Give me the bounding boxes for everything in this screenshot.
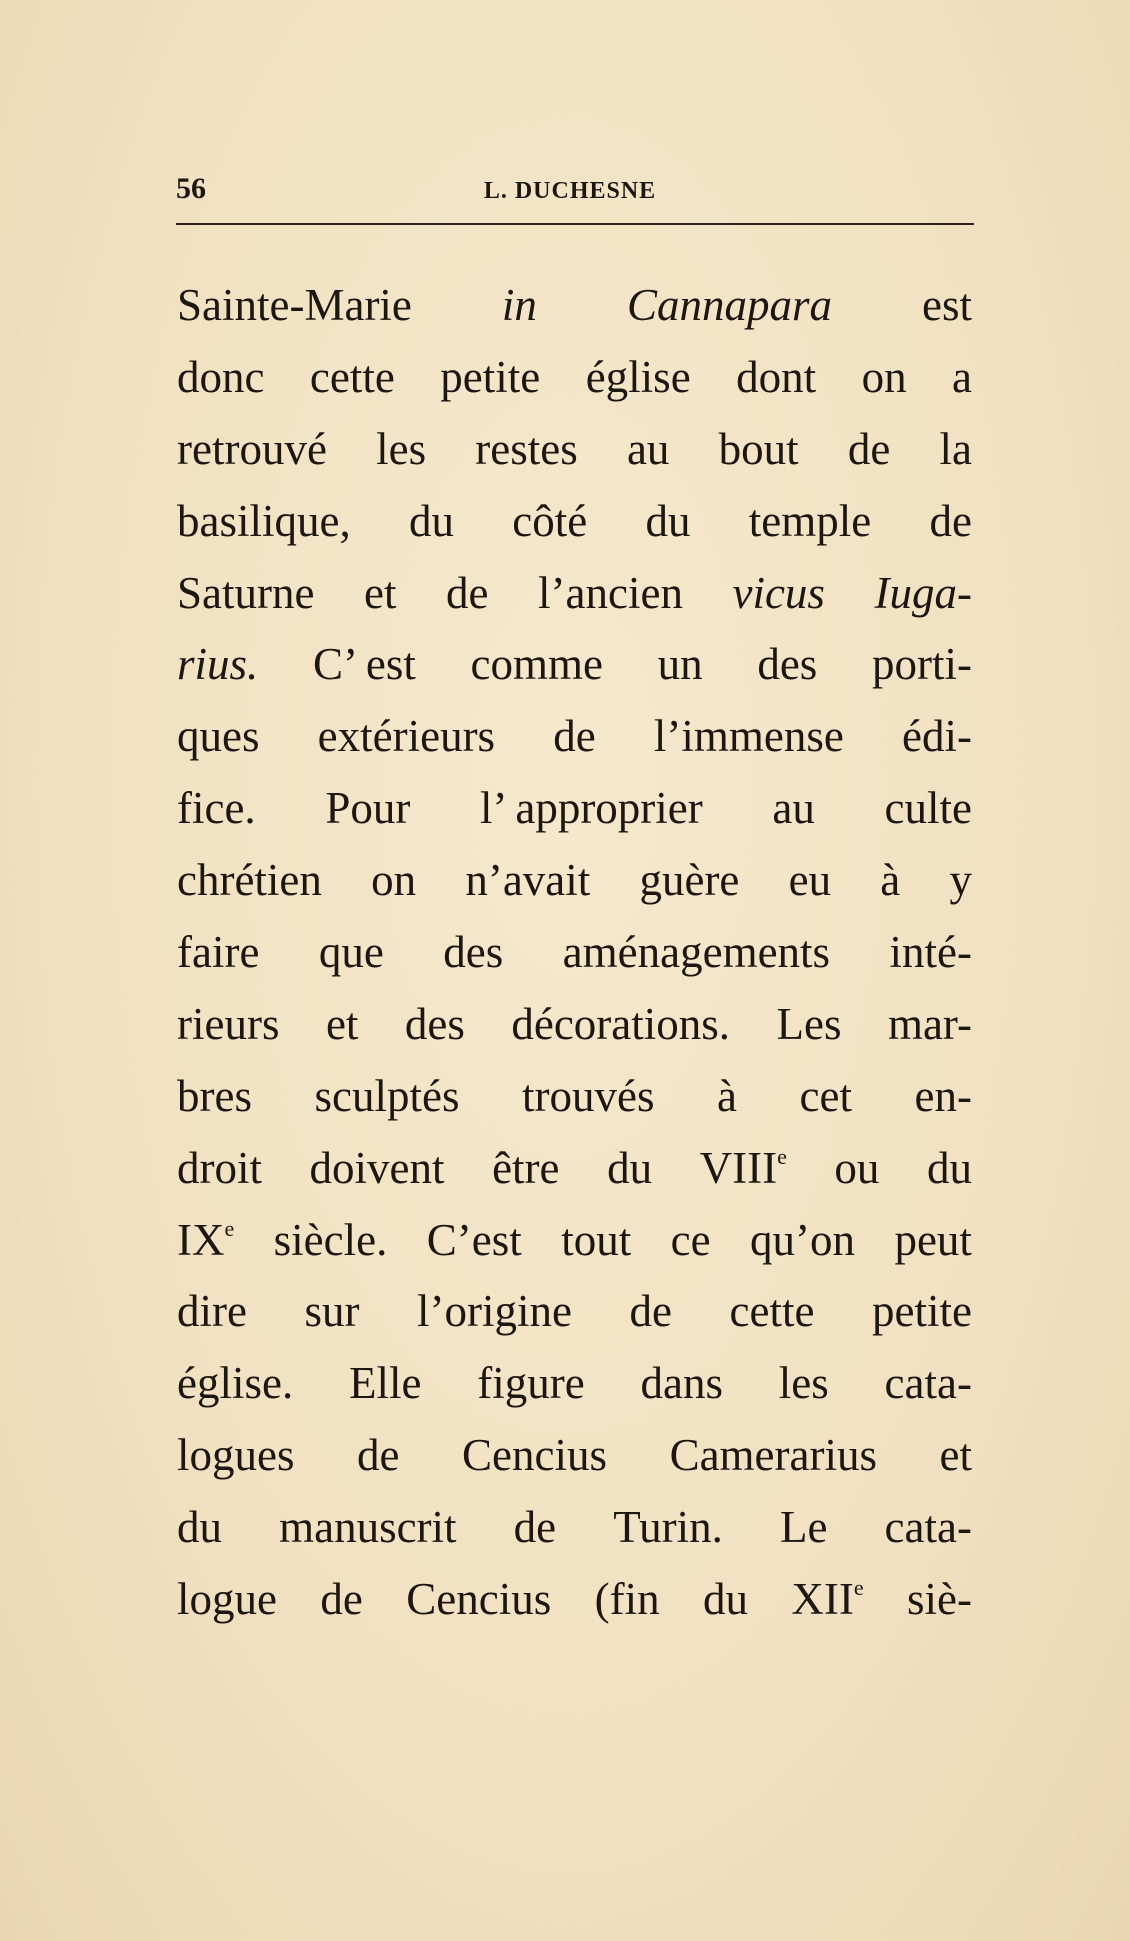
word — [465, 845, 590, 917]
word — [671, 1205, 711, 1277]
word-text: vicus — [732, 567, 825, 618]
word — [371, 845, 416, 917]
word-text: de — [553, 711, 596, 762]
word — [800, 1061, 852, 1133]
word-text: sur — [304, 1286, 360, 1337]
word-text: figure — [477, 1358, 585, 1409]
word-text: de — [446, 567, 489, 618]
word-text: VIII — [699, 1142, 778, 1193]
word — [177, 1420, 295, 1492]
word — [929, 486, 971, 558]
word-text: côté — [512, 495, 588, 546]
word-text: trouvés — [522, 1070, 655, 1121]
word-text: doivent — [309, 1142, 445, 1193]
text-line — [177, 989, 972, 1061]
word-text: l’origine — [417, 1286, 572, 1337]
word — [177, 1276, 247, 1348]
word-text: dire — [177, 1286, 247, 1337]
word — [279, 1492, 456, 1564]
word-text: en- — [914, 1070, 972, 1121]
word — [563, 917, 830, 989]
word-text: rieurs — [177, 998, 280, 1049]
word-text: cet — [799, 1070, 852, 1121]
word-text: et — [364, 567, 397, 618]
word-text: manuscrit — [279, 1502, 457, 1553]
text-line — [177, 1564, 972, 1636]
word — [502, 270, 537, 342]
text-line — [177, 1133, 972, 1205]
word-text: ou — [834, 1142, 880, 1193]
word — [538, 558, 683, 630]
word-text: du — [645, 495, 691, 546]
text-line — [177, 486, 972, 558]
word — [177, 1564, 277, 1636]
word-text: logue — [177, 1574, 277, 1625]
word — [703, 1564, 748, 1636]
word — [313, 629, 416, 701]
word-text: Cannapara — [626, 280, 832, 330]
word — [511, 989, 730, 1061]
word — [757, 629, 817, 701]
word — [586, 342, 691, 414]
word — [750, 1205, 855, 1277]
word-text: XII — [791, 1574, 854, 1625]
word — [952, 342, 972, 414]
word — [177, 1133, 262, 1205]
word — [595, 1564, 660, 1636]
word-text: Camerarius — [669, 1430, 877, 1481]
word — [940, 414, 972, 486]
word-text: petite — [872, 1286, 972, 1337]
word-text: cata- — [884, 1502, 972, 1553]
word-text: des — [443, 927, 504, 978]
word-text: de — [513, 1502, 557, 1553]
word-text: n’avait — [465, 855, 591, 906]
word — [736, 342, 816, 414]
text-line — [177, 1492, 972, 1564]
word — [848, 414, 890, 486]
word-text: Iuga- — [874, 567, 972, 618]
word — [177, 1061, 252, 1133]
word — [885, 773, 972, 845]
word-text: être — [492, 1142, 560, 1193]
word — [177, 917, 259, 989]
text-line — [177, 701, 972, 773]
word-text: Sainte-Marie — [177, 280, 412, 330]
word — [880, 845, 900, 917]
word-text: Elle — [349, 1358, 422, 1409]
text-line — [177, 270, 972, 342]
word-text: on — [371, 855, 417, 906]
word-text: guère — [639, 855, 740, 906]
word — [349, 1348, 421, 1420]
word — [376, 414, 426, 486]
word — [305, 1276, 360, 1348]
word-text: de — [929, 495, 972, 546]
word — [791, 1564, 863, 1636]
word — [405, 989, 465, 1061]
word-text: dont — [736, 351, 817, 402]
word — [446, 558, 488, 630]
word — [902, 701, 972, 773]
word-text: au — [772, 783, 815, 834]
word-text: du — [926, 1142, 972, 1193]
word — [862, 342, 907, 414]
word-text: cette — [309, 351, 395, 402]
word — [319, 917, 384, 989]
word — [639, 845, 739, 917]
word — [940, 1420, 972, 1492]
body-text — [177, 270, 972, 1636]
word-text: Turin. — [613, 1502, 723, 1553]
text-line — [177, 917, 972, 989]
word-text: peut — [894, 1214, 972, 1265]
word — [607, 1133, 652, 1205]
word — [630, 1276, 672, 1348]
word-text: retrouvé — [177, 423, 327, 474]
word — [658, 629, 703, 701]
word — [274, 1205, 388, 1277]
word — [654, 701, 844, 773]
word — [177, 1492, 222, 1564]
word-text: droit — [177, 1142, 262, 1193]
word — [885, 1492, 972, 1564]
word-text: bout — [718, 423, 799, 474]
word — [553, 701, 595, 773]
word — [914, 1061, 971, 1133]
word-text: l’immense — [653, 711, 844, 762]
text-line — [177, 342, 972, 414]
word-text: et — [939, 1430, 972, 1481]
word-text: basilique, — [177, 495, 351, 546]
word-text: culte — [884, 783, 972, 834]
word-text: aménagements — [562, 927, 831, 978]
word-text: restes — [475, 423, 578, 474]
word-text: les — [376, 423, 427, 474]
word — [409, 486, 454, 558]
text-line — [177, 629, 972, 701]
word — [874, 558, 971, 630]
word — [318, 701, 495, 773]
word — [670, 1420, 877, 1492]
word — [177, 1205, 234, 1277]
word — [730, 1276, 815, 1348]
text-line — [177, 1205, 972, 1277]
word-text: à — [880, 855, 901, 906]
word-text: on — [861, 351, 907, 402]
word-text: in — [501, 280, 537, 330]
word — [177, 342, 264, 414]
word-text: Les — [776, 998, 842, 1049]
superscript: e — [224, 1215, 235, 1241]
word — [177, 270, 412, 342]
word-text: église — [585, 351, 691, 402]
word-text: bres — [177, 1070, 252, 1121]
word-text: édi- — [902, 711, 972, 762]
word-text: y — [949, 855, 972, 906]
word-text: sculptés — [314, 1070, 460, 1121]
word — [888, 989, 972, 1061]
word — [177, 629, 258, 701]
word — [440, 342, 540, 414]
word — [789, 845, 831, 917]
word-text: ce — [670, 1214, 711, 1265]
word — [177, 989, 279, 1061]
word — [627, 414, 669, 486]
word-text: un — [657, 639, 703, 690]
word-text: décorations. — [511, 998, 731, 1049]
word-text: mar- — [887, 998, 972, 1049]
word — [492, 1133, 559, 1205]
word-text: petite — [440, 351, 541, 402]
text-line — [177, 414, 972, 486]
word-text: du — [408, 495, 454, 546]
word-text: Cencius — [462, 1430, 608, 1481]
word — [177, 845, 322, 917]
word-text: l’ancien — [538, 567, 683, 618]
word-text: des — [757, 639, 818, 690]
word — [427, 1205, 522, 1277]
word — [777, 989, 842, 1061]
page-number: 56 — [176, 172, 206, 205]
word — [561, 1205, 631, 1277]
word — [177, 1348, 293, 1420]
word-text: les — [778, 1358, 829, 1409]
word-text: siècle. — [273, 1214, 388, 1265]
word — [443, 917, 503, 989]
word — [613, 1492, 723, 1564]
word-text: a — [952, 351, 972, 402]
word — [780, 1492, 827, 1564]
word-text: Cencius — [406, 1574, 552, 1625]
word — [927, 1133, 972, 1205]
word — [357, 1420, 399, 1492]
word — [885, 1348, 972, 1420]
word — [406, 1564, 551, 1636]
word — [177, 773, 256, 845]
word-text: inté- — [889, 927, 972, 978]
word — [177, 414, 327, 486]
word — [749, 486, 871, 558]
header-rule — [176, 223, 974, 225]
word-text: de — [357, 1430, 400, 1481]
word — [732, 558, 824, 630]
word — [177, 558, 314, 630]
word-text: et — [325, 998, 359, 1049]
word-text: la — [939, 423, 972, 474]
word-text: rius. — [177, 639, 259, 690]
word — [907, 1564, 972, 1636]
word-text: du — [177, 1502, 222, 1553]
word-text: à — [717, 1070, 737, 1121]
word — [719, 414, 799, 486]
word-text: IX — [177, 1214, 225, 1265]
word-text: siè- — [907, 1574, 972, 1625]
word — [872, 1276, 972, 1348]
word — [320, 1564, 362, 1636]
word — [326, 989, 358, 1061]
text-line — [177, 1061, 972, 1133]
word-text: Saturne — [177, 567, 315, 618]
word-text: dans — [640, 1358, 723, 1409]
word — [417, 1276, 572, 1348]
word-text: fice. — [177, 783, 256, 834]
word — [834, 1133, 879, 1205]
word-text: Pour — [325, 783, 411, 834]
word-text: des — [404, 998, 465, 1049]
word — [310, 1133, 445, 1205]
word-text: qu’on — [750, 1214, 856, 1265]
word-text: au — [626, 423, 670, 474]
word — [717, 1061, 737, 1133]
text-line — [177, 1276, 972, 1348]
word-text: Le — [779, 1502, 828, 1553]
word — [779, 1348, 829, 1420]
word — [462, 1420, 607, 1492]
superscript: e — [853, 1575, 864, 1601]
word-text: que — [318, 927, 384, 978]
text-line — [177, 558, 972, 630]
word — [475, 414, 577, 486]
word-text: est — [921, 280, 972, 330]
word-text: extérieurs — [317, 711, 496, 762]
word — [315, 1061, 460, 1133]
word — [480, 773, 703, 845]
word-text: de — [847, 423, 891, 474]
word — [627, 270, 832, 342]
word-text: eu — [788, 855, 832, 906]
word — [772, 773, 814, 845]
text-line — [177, 1420, 972, 1492]
word — [364, 558, 396, 630]
word — [522, 1061, 654, 1133]
word-text: temple — [748, 495, 872, 546]
word-text: de — [320, 1574, 363, 1625]
word — [640, 1348, 723, 1420]
superscript: e — [777, 1143, 787, 1169]
word-text: du — [607, 1142, 653, 1193]
word-text: porti- — [872, 639, 972, 690]
word-text: l’ approprier — [479, 783, 703, 834]
word-text: donc — [177, 351, 265, 402]
word — [477, 1348, 584, 1420]
word-text: ques — [177, 711, 260, 762]
word — [889, 917, 971, 989]
word-text: cata- — [884, 1358, 972, 1409]
word-text: C’est — [426, 1214, 522, 1265]
word-text: comme — [470, 639, 603, 690]
running-head: L. DUCHESNE — [483, 178, 657, 204]
word-text: chrétien — [177, 855, 322, 906]
text-line — [177, 845, 972, 917]
word — [514, 1492, 556, 1564]
word — [177, 486, 351, 558]
text-line — [177, 1348, 972, 1420]
word-text: de — [629, 1286, 672, 1337]
word-text: église. — [177, 1358, 294, 1409]
word-text: cette — [729, 1286, 815, 1337]
word-text: du — [703, 1574, 748, 1625]
word — [325, 773, 410, 845]
word — [700, 1133, 787, 1205]
word — [894, 1205, 971, 1277]
word — [471, 629, 603, 701]
word-text: logues — [177, 1430, 295, 1481]
word-text: tout — [561, 1214, 632, 1265]
word-text: (fin — [594, 1574, 660, 1625]
word — [949, 845, 972, 917]
word — [310, 342, 395, 414]
word-text: faire — [177, 927, 260, 978]
text-line — [177, 773, 972, 845]
word — [922, 270, 972, 342]
word — [177, 701, 260, 773]
word-text: C’ est — [312, 639, 416, 690]
word — [645, 486, 690, 558]
word — [872, 629, 972, 701]
word — [512, 486, 587, 558]
